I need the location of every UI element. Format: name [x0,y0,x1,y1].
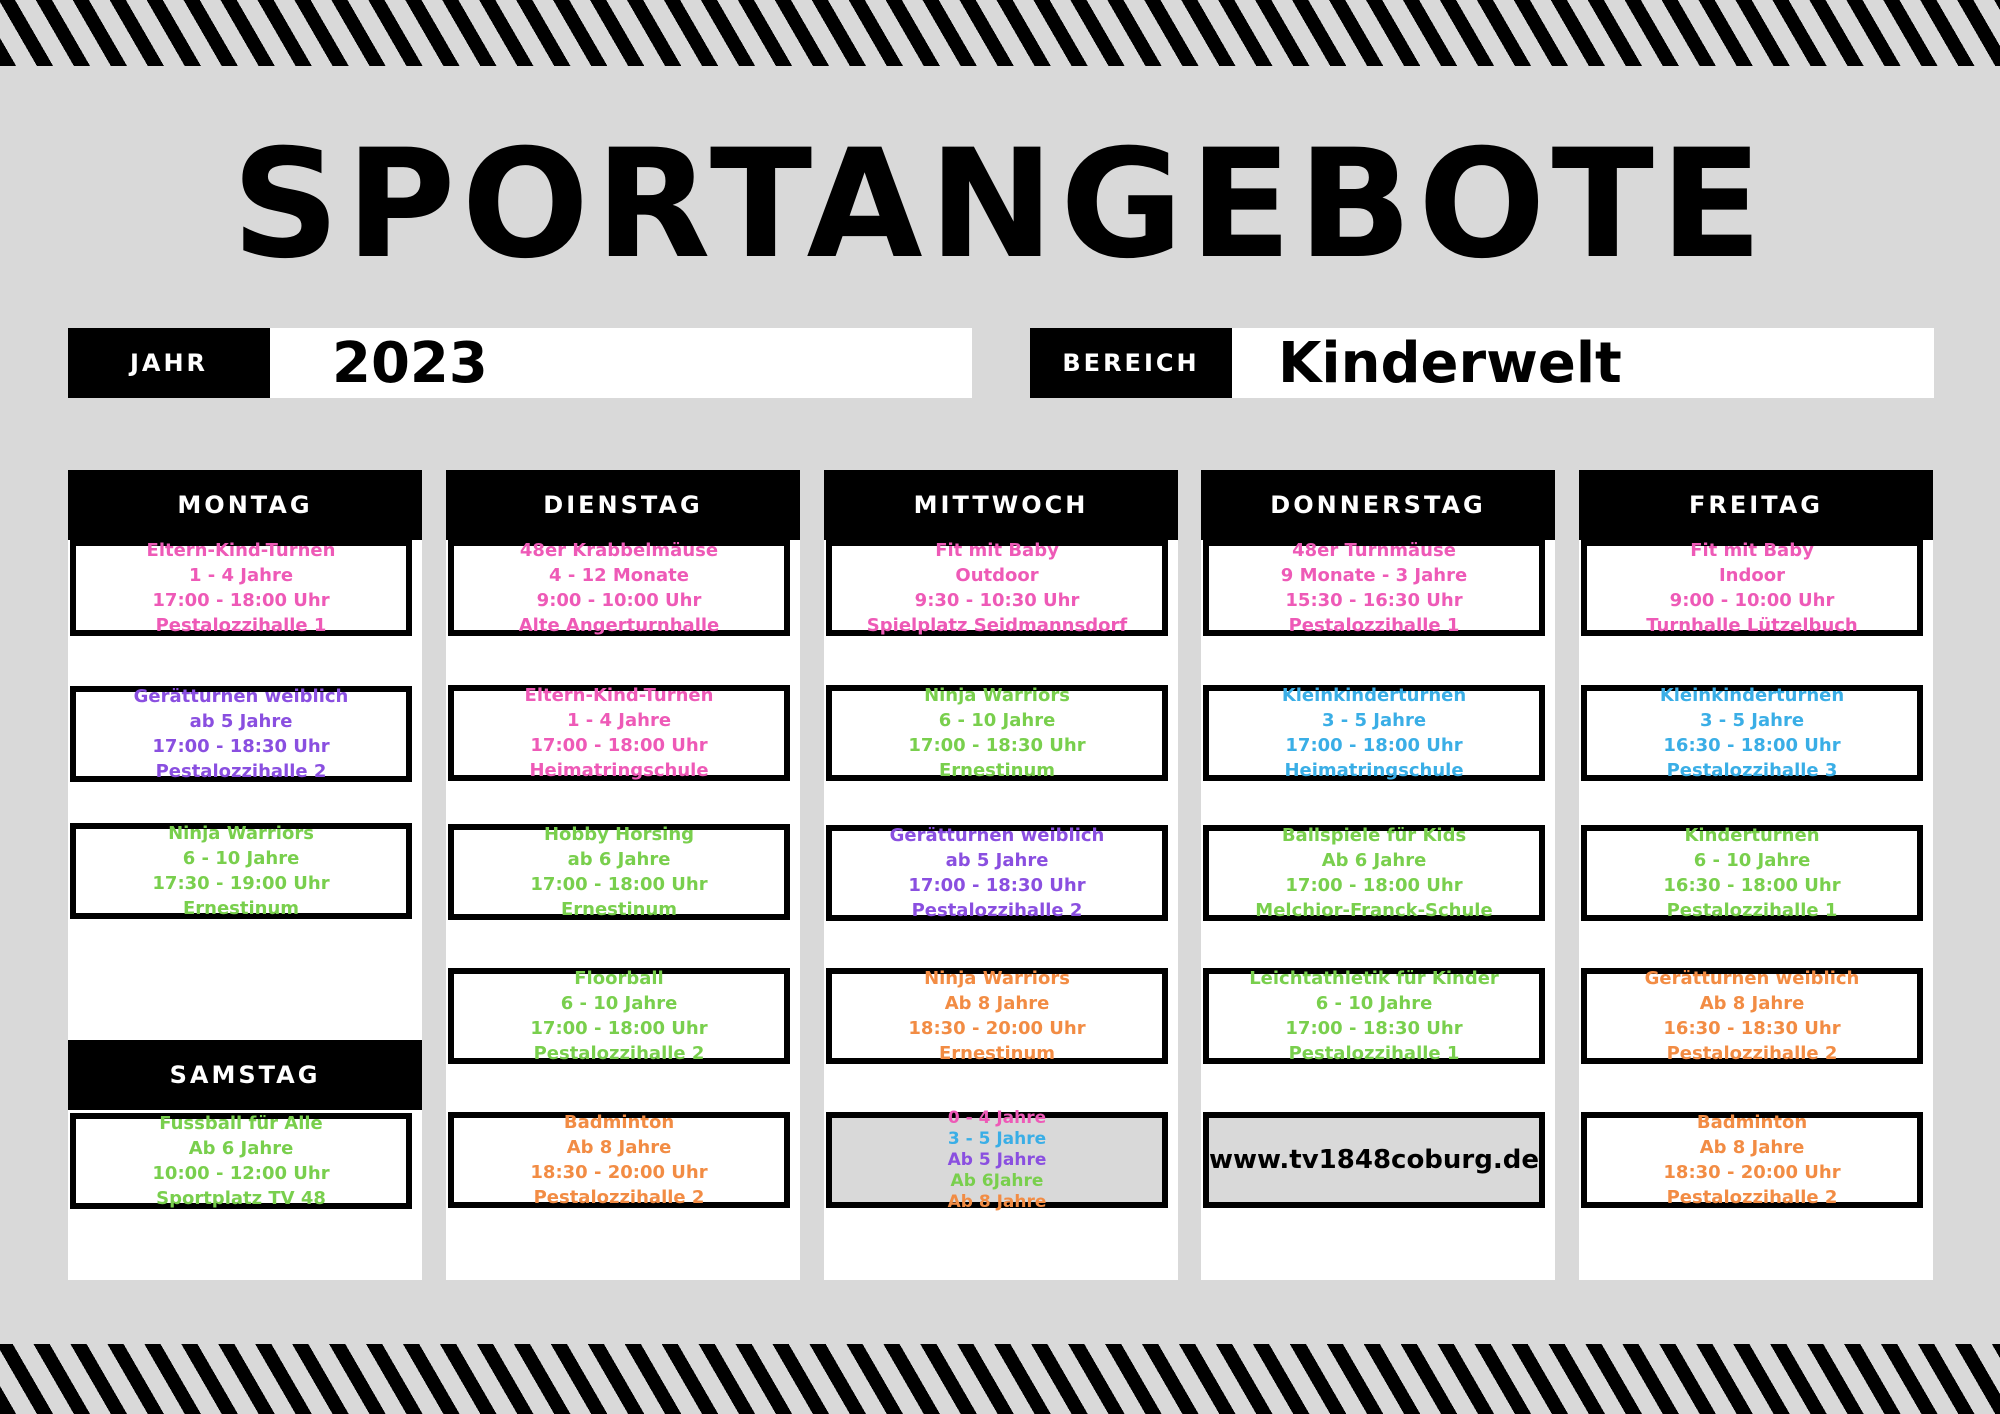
course-age: ab 5 Jahre [189,711,293,732]
course-age: Ab 8 Jahre [1699,993,1805,1014]
course-card [448,685,790,781]
website-card [1203,1112,1545,1208]
course-location: Pestalozzihalle 2 [1666,1187,1838,1208]
website-link[interactable]: www.tv1848coburg.de [1209,1145,1539,1175]
course-age: 6 - 10 Jahre [938,710,1056,731]
course-location: Heimatringschule [529,760,709,781]
course-time: 18:30 - 20:00 Uhr [908,1018,1086,1039]
course-name: 48er Krabbelmäuse [519,540,719,561]
course-location: Ernestinum [560,899,678,920]
course-name: Hobby Horsing [543,824,695,845]
course-time: 17:00 - 18:30 Uhr [908,875,1086,896]
course-location: Sportplatz TV 48 [156,1188,326,1209]
top-stripe-border [0,0,2000,66]
course-time: 17:00 - 18:00 Uhr [530,874,708,895]
course-age: 6 - 10 Jahre [560,993,678,1014]
column-donnerstag [1201,470,1555,1280]
course-location: Pestalozzihalle 3 [1666,760,1838,781]
course-card [448,1112,790,1208]
course-time: 17:00 - 18:00 Uhr [1285,875,1463,896]
course-location: Pestalozzihalle 1 [155,615,327,636]
course-name: Gerätturnen weiblich [1644,968,1860,989]
course-card [70,540,412,636]
day-header-mittwoch: MITTWOCH [824,470,1178,540]
course-name: Badminton [1696,1112,1808,1133]
course-age: 1 - 4 Jahre [566,710,672,731]
course-time: 17:00 - 18:30 Uhr [152,736,330,757]
course-card [826,685,1168,781]
course-name: Kleinkinderturnen [1281,685,1467,706]
course-age: Ab 8 Jahre [566,1137,672,1158]
course-age: 6 - 10 Jahre [1315,993,1433,1014]
course-time: 9:00 - 10:00 Uhr [536,590,702,611]
course-name: Eltern-Kind-Turnen [146,540,336,561]
course-name: 48er Turnmäuse [1292,540,1456,561]
course-card [1203,540,1545,636]
course-location: Pestalozzihalle 2 [155,761,327,782]
course-age: Outdoor [955,565,1039,586]
course-location: Pestalozzihalle 1 [1288,615,1460,636]
course-card [448,540,790,636]
year-bar [68,328,972,398]
course-location: Pestalozzihalle 2 [1666,1043,1838,1064]
course-card [448,968,790,1064]
age-legend-line: Ab 5 Jahre [947,1149,1047,1170]
course-time: 15:30 - 16:30 Uhr [1285,590,1463,611]
course-time: 17:00 - 18:00 Uhr [1285,735,1463,756]
course-age: 6 - 10 Jahre [182,848,300,869]
column-freitag [1579,470,1933,1280]
course-name: Fit mit Baby [935,540,1059,561]
bottom-stripe-border [0,1344,2000,1414]
day-header-donnerstag: DONNERSTAG [1201,470,1555,540]
course-card [1581,685,1923,781]
area-value: Kinderwelt [1232,328,1934,398]
course-location: Ernestinum [182,898,300,919]
course-location: Pestalozzihalle 2 [533,1187,705,1208]
day-header-dienstag: DIENSTAG [446,470,800,540]
course-age: 1 - 4 Jahre [188,565,294,586]
course-card [70,686,412,782]
course-age: Indoor [1718,565,1785,586]
page-title: SPORTANGEBOTE [231,118,1769,292]
course-name: Leichtathletik für Kinder [1249,968,1499,989]
course-name: Ballspiele für Kids [1281,825,1467,846]
course-age: 3 - 5 Jahre [1321,710,1427,731]
course-name: Eltern-Kind-Turnen [524,685,714,706]
course-card [826,825,1168,921]
course-location: Ernestinum [938,1043,1056,1064]
course-card [448,824,790,920]
course-age: Ab 6 Jahre [1321,850,1427,871]
column-dienstag [446,470,800,1280]
course-age: Ab 8 Jahre [944,993,1050,1014]
course-age: 3 - 5 Jahre [1699,710,1805,731]
course-location: Alte Angerturnhalle [518,615,720,636]
age-legend-card [826,1107,1168,1212]
course-name: Gerätturnen weiblich [889,825,1105,846]
course-time: 17:00 - 18:00 Uhr [152,590,330,611]
course-time: 17:00 - 18:00 Uhr [530,735,708,756]
course-card [1203,825,1545,921]
course-name: Ninja Warriors [924,685,1070,706]
course-name: Badminton [563,1112,675,1133]
course-card [1581,540,1923,636]
course-age: ab 5 Jahre [945,850,1049,871]
course-name: Floorball [574,968,664,989]
course-card [826,540,1168,636]
course-age: Ab 8 Jahre [1699,1137,1805,1158]
area-bar [1030,328,1934,398]
course-card [1203,968,1545,1064]
course-location: Pestalozzihalle 2 [533,1043,705,1064]
course-location: Ernestinum [938,760,1056,781]
course-location: Pestalozzihalle 1 [1288,1043,1460,1064]
course-card [70,1113,412,1209]
course-location: Turnhalle Lützelbuch [1646,615,1858,636]
course-card [1581,825,1923,921]
course-age: Ab 6 Jahre [188,1138,294,1159]
age-legend-line: 3 - 5 Jahre [947,1128,1047,1149]
day-header-freitag: FREITAG [1579,470,1933,540]
course-name: Ninja Warriors [168,823,314,844]
course-card [826,968,1168,1064]
course-age: 9 Monate - 3 Jahre [1280,565,1468,586]
column-mittwoch [824,470,1178,1280]
day-header-montag: MONTAG [68,470,422,540]
course-location: Pestalozzihalle 1 [1666,900,1838,921]
course-card [1203,685,1545,781]
course-location: Pestalozzihalle 2 [911,900,1083,921]
course-time: 18:30 - 20:00 Uhr [530,1162,708,1183]
course-time: 16:30 - 18:30 Uhr [1663,1018,1841,1039]
year-value: 2023 [270,328,972,398]
course-card [1581,968,1923,1064]
course-card [70,823,412,919]
course-time: 17:00 - 18:30 Uhr [1285,1018,1463,1039]
area-label: BEREICH [1030,328,1232,398]
course-name: Fussball für Alle [159,1113,323,1134]
course-age: ab 6 Jahre [567,849,671,870]
year-label: JAHR [68,328,270,398]
course-time: 10:00 - 12:00 Uhr [152,1163,330,1184]
course-time: 17:30 - 19:00 Uhr [152,873,330,894]
course-name: Ninja Warriors [924,968,1070,989]
course-name: Kleinkinderturnen [1659,685,1845,706]
course-age: 6 - 10 Jahre [1693,850,1811,871]
course-age: 4 - 12 Monate [549,565,689,586]
column-montag [68,470,422,1280]
course-name: Gerätturnen weiblich [133,686,349,707]
course-location: Melchior-Franck-Schule [1255,900,1493,921]
course-name: Kinderturnen [1684,825,1820,846]
course-time: 17:00 - 18:00 Uhr [530,1018,708,1039]
course-name: Fit mit Baby [1690,540,1814,561]
course-time: 9:00 - 10:00 Uhr [1669,590,1835,611]
course-card [1581,1112,1923,1208]
course-time: 16:30 - 18:00 Uhr [1663,735,1841,756]
course-location: Heimatringschule [1284,760,1464,781]
day-header-samstag: SAMSTAG [68,1040,422,1110]
course-time: 18:30 - 20:00 Uhr [1663,1162,1841,1183]
age-legend-line: 0 - 4 Jahre [947,1107,1047,1128]
age-legend-line: Ab 6Jahre [950,1170,1044,1191]
course-location: Spielplatz Seidmannsdorf [866,615,1128,636]
course-time: 9:30 - 10:30 Uhr [914,590,1080,611]
age-legend-line: Ab 8 Jahre [947,1191,1047,1212]
course-time: 16:30 - 18:00 Uhr [1663,875,1841,896]
course-time: 17:00 - 18:30 Uhr [908,735,1086,756]
